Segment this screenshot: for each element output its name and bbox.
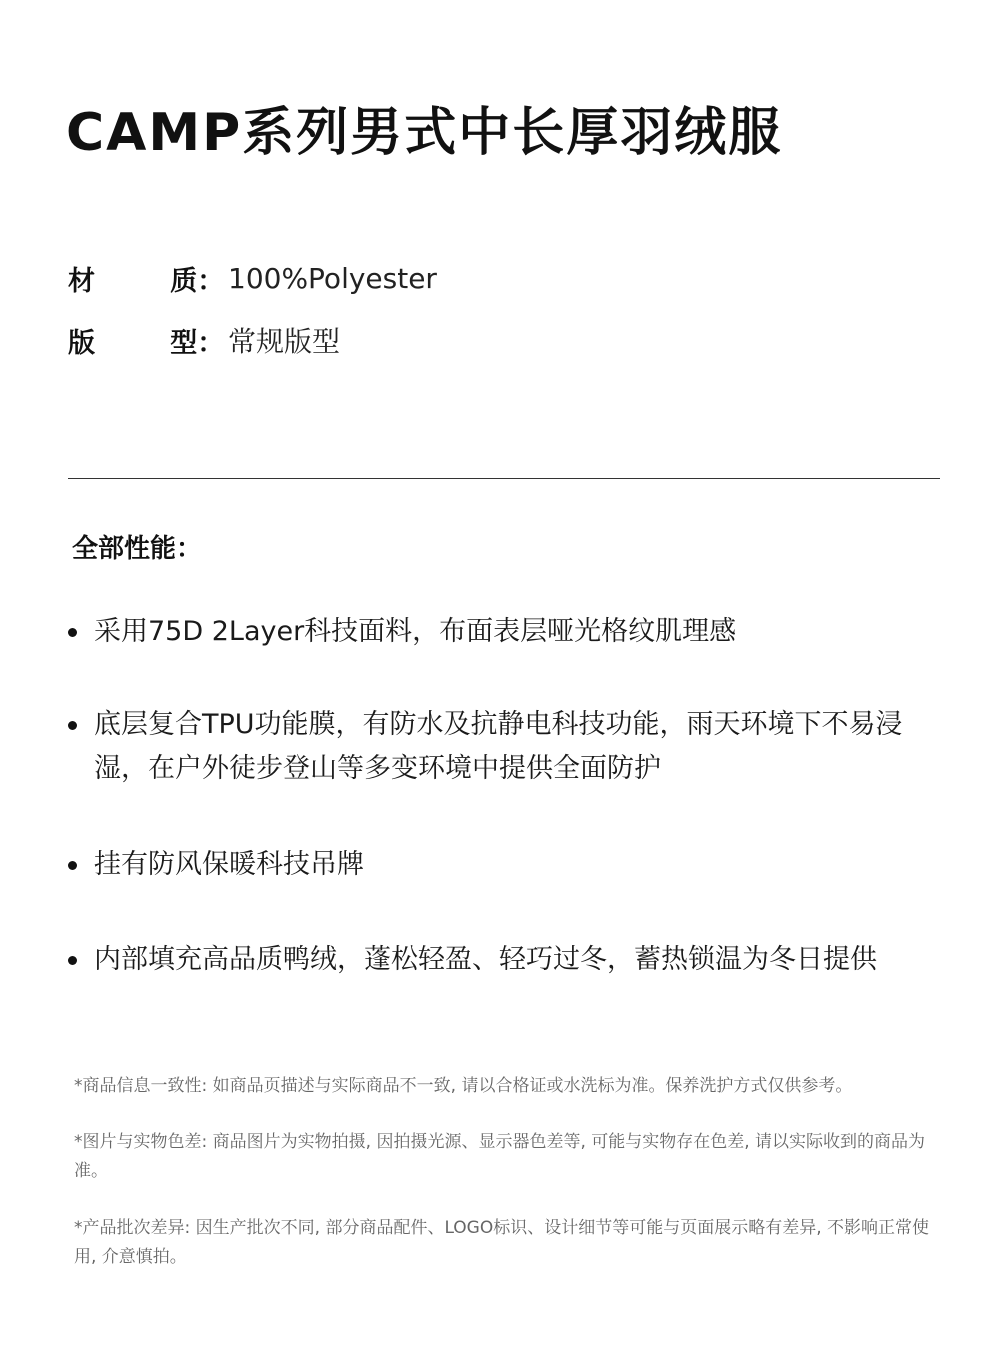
bullet-icon	[68, 628, 77, 637]
features-heading: 全部性能：	[72, 534, 203, 564]
feature-item	[68, 938, 948, 982]
spec-material-value: 100%Polyester	[228, 261, 437, 295]
spec-material-label: 材 质：	[68, 265, 225, 297]
feature-text: 底层复合TPU功能膜，有防水及抗静电科技功能，雨天环境下不易浸湿，在户外徒步登山等多变环境中提供全面防护	[94, 709, 903, 784]
bullet-icon	[68, 956, 77, 965]
feature-text: 内部填充高品质鸭绒，蓬松轻盈、轻巧过冬，蓄热锁温为冬日提供	[94, 944, 877, 975]
bullet-icon	[68, 721, 77, 730]
feature-item	[68, 703, 948, 791]
note-batch-difference: *产品批次差异: 因生产批次不同, 部分商品配件、LOGO标识、设计细节等可能与页面展示略有差异, 不影响正常使用, 介意慎拍。	[74, 1218, 930, 1267]
product-title: CAMP系列男式中长厚羽绒服	[66, 103, 783, 163]
spec-material-row	[68, 258, 437, 298]
note-consistency: *商品信息一致性: 如商品页描述与实际商品不一致, 请以合格证或水洗标为准。保养洗护方式仅供参考。	[74, 1076, 853, 1096]
bullet-icon	[68, 861, 77, 870]
feature-text: 采用75D 2Layer科技面料，布面表层哑光格纹肌理感	[94, 616, 737, 647]
note-color-difference: *图片与实物色差: 商品图片为实物拍摄, 因拍摄光源、显示器色差等, 可能与实物存在色差, 请以实际收到的商品为准。	[74, 1132, 926, 1181]
feature-text: 挂有防风保暖科技吊牌	[94, 849, 364, 880]
spec-fit-label: 版 型：	[68, 327, 225, 359]
section-divider	[68, 478, 940, 479]
spec-fit-value: 常规版型	[228, 325, 341, 358]
feature-item	[68, 843, 948, 887]
feature-item	[68, 610, 948, 654]
spec-fit-row	[68, 320, 340, 360]
